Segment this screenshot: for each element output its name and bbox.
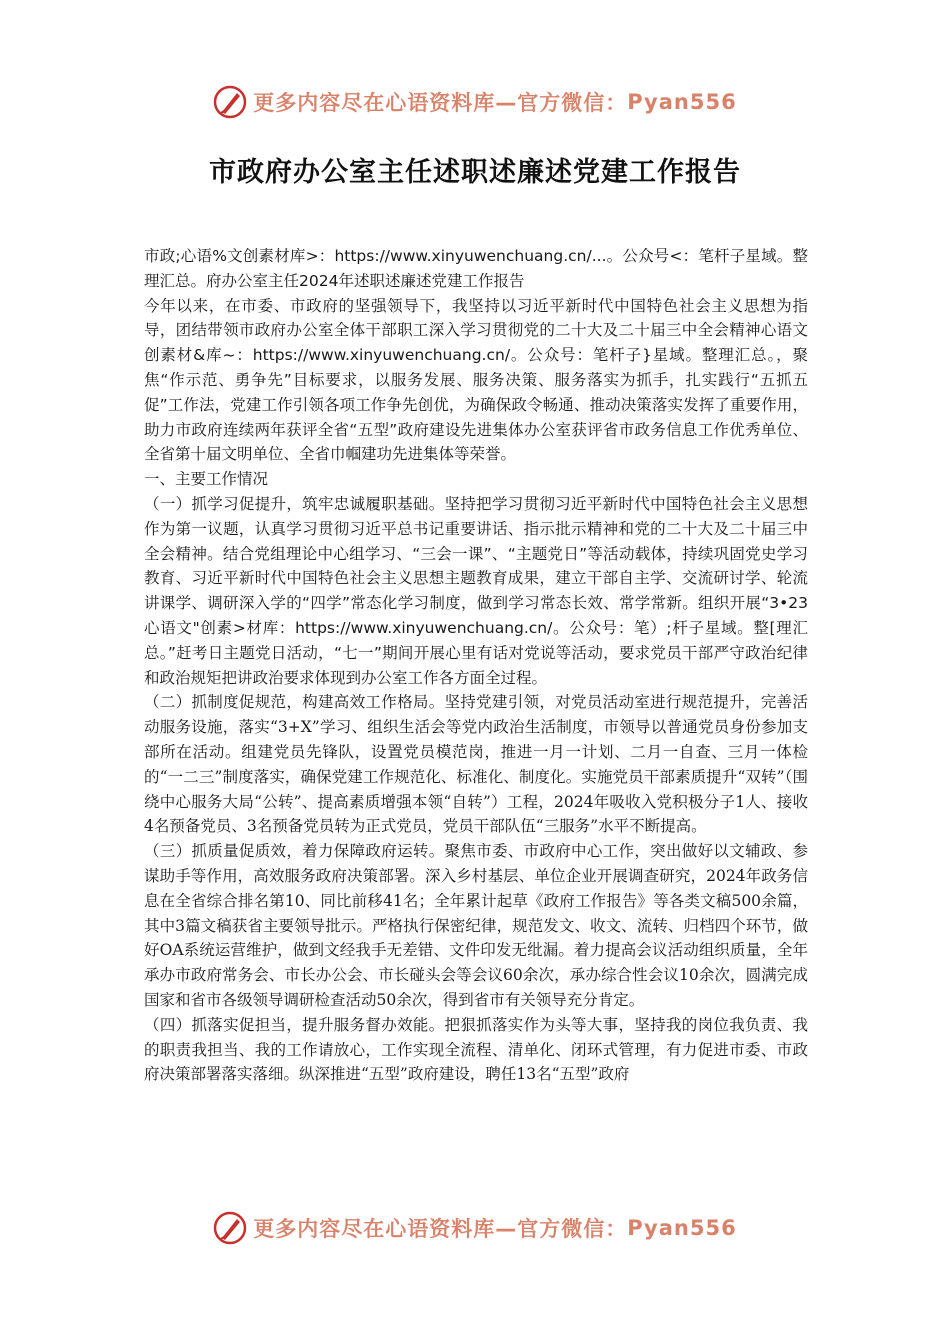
quill-logo-icon (213, 85, 247, 119)
section-heading: 一、主要工作情况 (144, 470, 269, 489)
banner-text: 更多内容尽在心语资料库—官方微信： (253, 1217, 628, 1241)
paragraph-system: （二）抓制度促规范，构建高效工作格局。坚持党建引领，对党员活动室进行规范提升，完善活动服务设施，落实“3+X”学习、组织生活会等党内政治生活制度，市领导以普通党员身份参加支部所在活动。组建党员先锋队，设置党员模范岗，推进一月一计划、二月一自查、三月一体检的“一二三”制度落实，确保党建工作规范化、标准化、制度化。实施党员干部素质提升“双转”（围绕中心服务大局“公转”、提高素质增强本领“自转”）工程，2024年吸收入党积极分子1人、接收4名预备党员、3名预备党员转为正式党员，党员干部队伍“三服务”水平不断提高。 (144, 693, 808, 836)
banner-wechat-id: Pyan556 (627, 1216, 737, 1240)
paragraph-quality: （三）抓质量促质效，着力保障政府运转。聚焦市委、市政府中心工作，突出做好以文辅政、参谋助手等作用，高效服务政府决策部署。深入乡村基层、单位企业开展调查研究，2024年政务信息在全省综合排名第10、同比前移41名；全年累计起草《政府工作报告》等各类文稿500余篇，其中3篇文稿获省主要领导批示。严格执行保密纪律，规范发文、收文、流转、归档四个环节，做好OA系统运营维护，做到文经我手无差错、文件印发无纰漏。着力提高会议活动组织质量，全年承办市政府常务会、市长办公会、市长碰头会等会议60余次，承办综合性会议10余次，圆满完成国家和省市各级领导调研检查活动50余次，得到省市有关领导充分肯定。 (144, 842, 808, 1009)
document-title: 市政府办公室主任述职述廉述党建工作报告 (209, 157, 741, 188)
paragraph-intro: 今年以来，在市委、市政府的坚强领导下，我坚持以习近平新时代中国特色社会主义思想为指导，团结带领市政府办公室全体干部职工深入学习贯彻党的二十大及二十届三中全会精神心语文创素材&库~：https://www.xinyuwenchuang.cn/。公众号：笔杆子}星域。整理汇总。，聚焦“作示范、勇争先”目标要求，以服务发展、服务决策、服务落实为抓手，扎实践行“五抓五促”工作法，党建工作引领各项工作争先创优，为确保政令畅通、推动决策落实发挥了重要作用，助力市政府连续两年获评全省“五型”政府建设先进集体办公室获评省市政务信息工作优秀单位、全省第十届文明单位、全省巾帼建功先进集体等荣誉。 (144, 296, 808, 464)
footer-banner (0, 1206, 950, 1250)
banner-text: 更多内容尽在心语资料库—官方微信： (253, 91, 628, 115)
header-banner (0, 80, 950, 124)
banner-wechat-id: Pyan556 (627, 90, 737, 114)
document-body (144, 244, 808, 1087)
paragraph-implementation: （四）抓落实促担当，提升服务督办效能。把狠抓落实作为头等大事，坚持我的岗位我负责、我的职责我担当、我的工作请放心，工作实现全流程、清单化、闭环式管理，有力促进市委、市政府决策部署落实落细。纵深推进“五型”政府建设，聘任13名“五型”政府 (144, 1015, 808, 1084)
quill-logo-icon (213, 1211, 247, 1245)
paragraph-source-note: 市政;心语%文创素材库>：https://www.xinyuwenchuang.cn/...。公众号<：笔杆子星域。整理汇总。府办公室主任2024年述职述廉述党建工作报告 (144, 247, 808, 290)
paragraph-study: （一）抓学习促提升，筑牢忠诚履职基础。坚持把学习贯彻习近平新时代中国特色社会主义思想作为第一议题，认真学习贯彻习近平总书记重要讲话、指示批示精神和党的二十大及二十届三中全会精神。结合党组理论中心组学习、“三会一课”、“主题党日”等活动载体，持续巩固党史学习教育、习近平新时代中国特色社会主义思想主题教育成果，建立干部自主学、交流研讨学、轮流讲课学、调研深入学的“四学”常态化学习制度，做到学习常态长效、常学常新。组织开展“3•23心语文"创素>材库：https://www.xinyuwenchuang.cn/。公众号：笔）;杆子星域。整[理汇总。”赶考日主题党日活动，“七一”期间开展心里有话对党说等活动，要求党员干部严守政治纪律和政治规矩把讲政治要求体现到办公室工作各方面全过程。 (144, 494, 808, 687)
